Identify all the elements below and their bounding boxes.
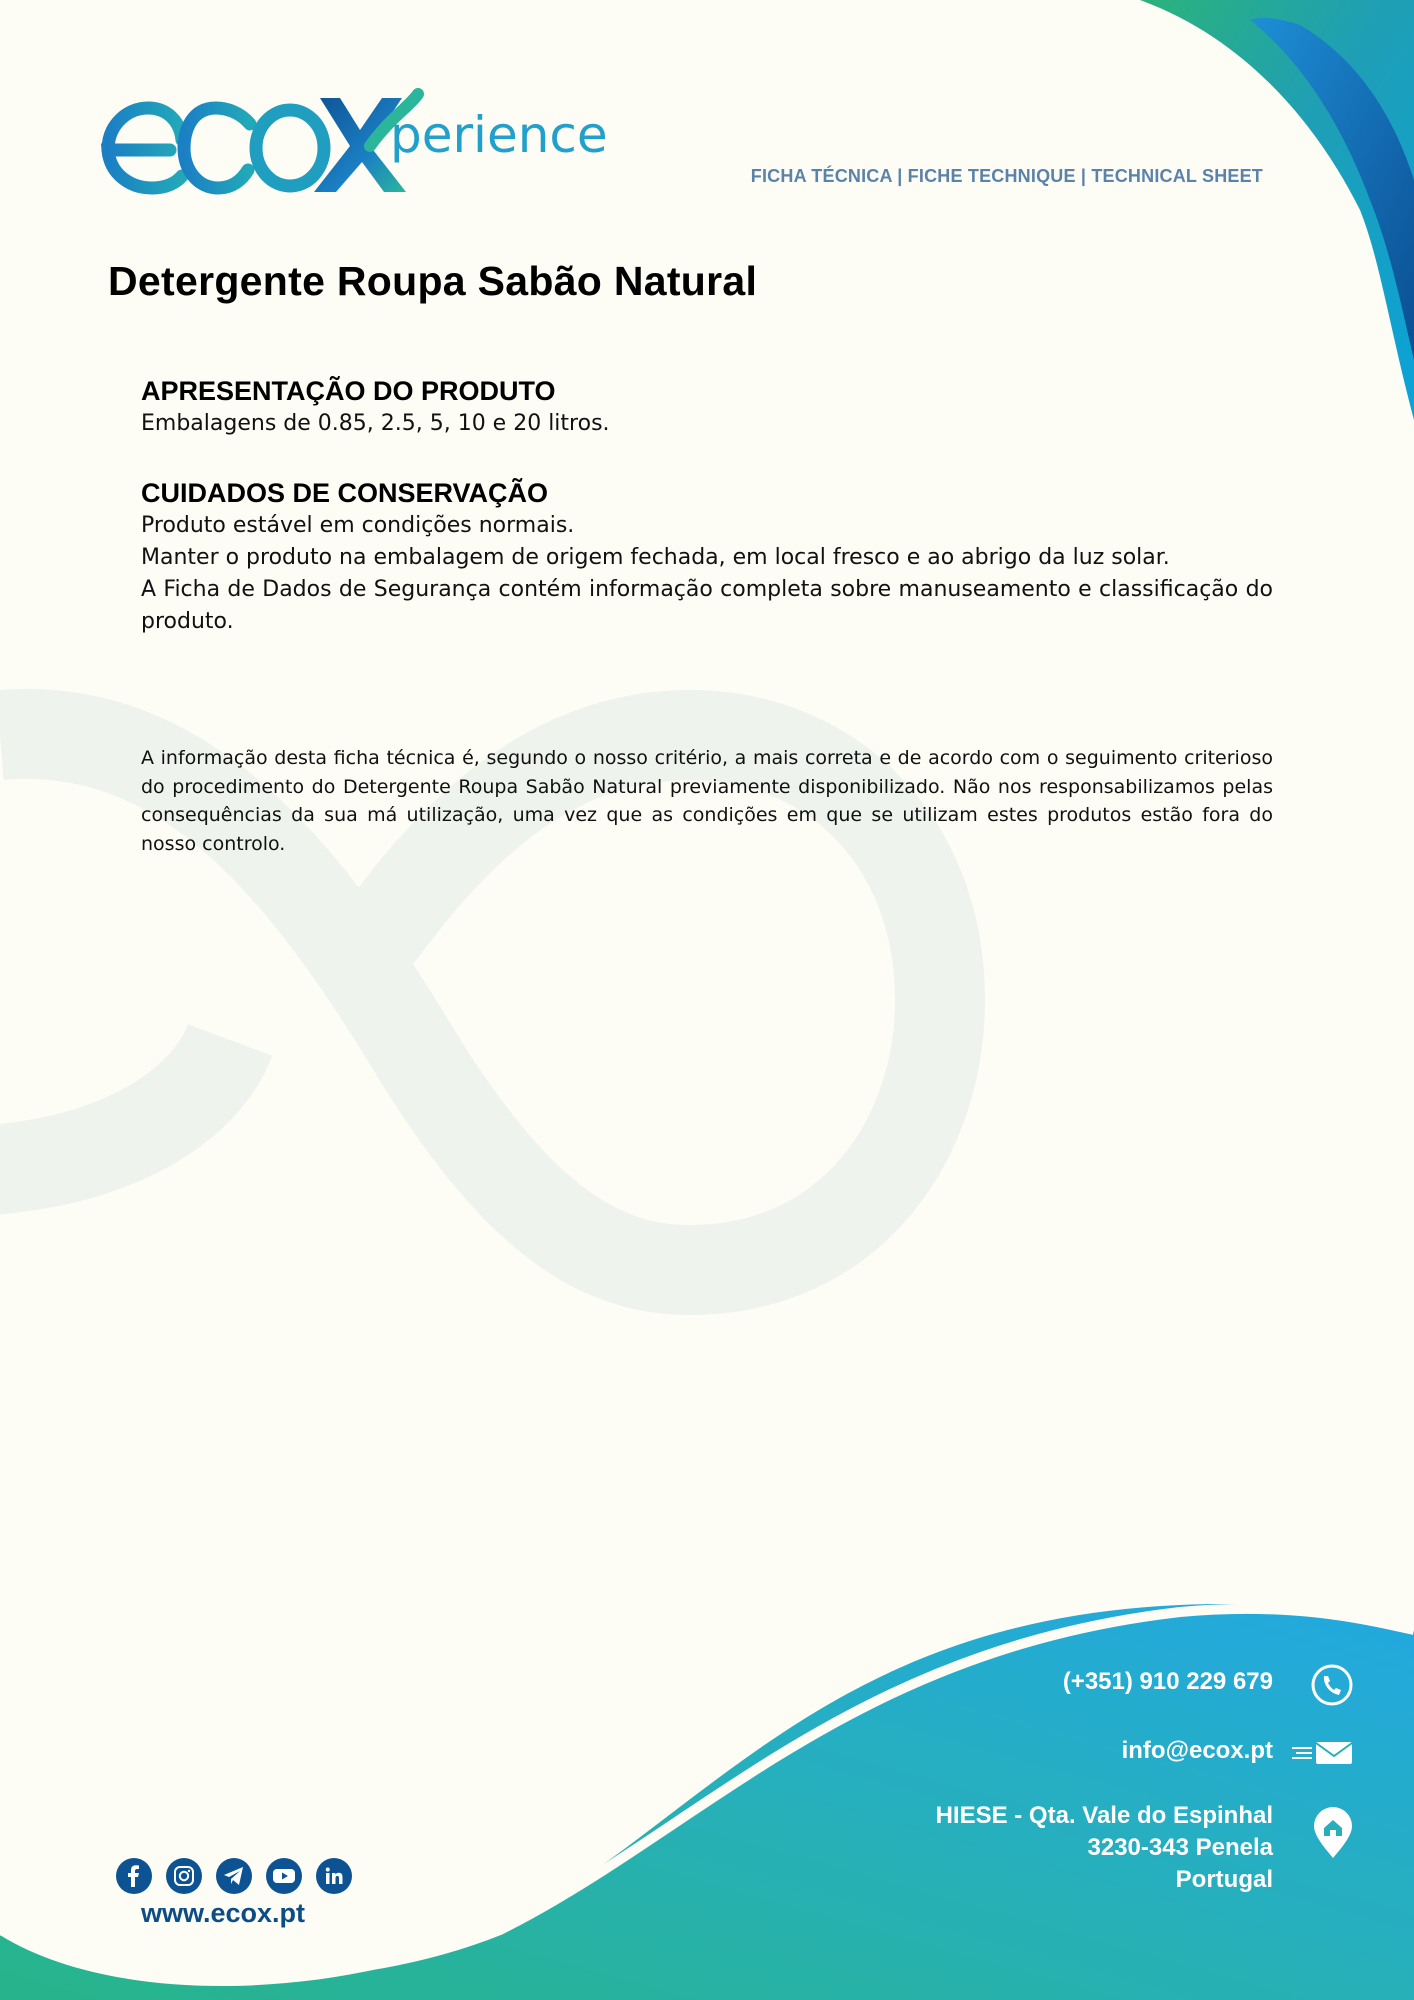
telegram-icon[interactable] bbox=[216, 1858, 252, 1894]
section-text: Manter o produto na embalagem de origem fechada, em local fresco e ao abrigo da luz solar. bbox=[141, 545, 1170, 570]
youtube-icon[interactable] bbox=[266, 1858, 302, 1894]
contact-email[interactable]: info@ecox.pt bbox=[1121, 1737, 1273, 1764]
disclaimer-text: A informação desta ficha técnica é, segundo o nosso critério, a mais correta e de acordo com o seguimento criterioso do procedimento do Detergente Roupa Sabão Natural previamente disponibilizado. Não nos responsabilizamos pelas consequências da sua má utilização, uma vez que as condições em que se utilizam estes produtos estão fora do nosso controlo. bbox=[141, 747, 1273, 855]
section-text: A Ficha de Dados de Segurança contém informação completa sobre manuseamento e classificação do produto. bbox=[141, 577, 1273, 634]
address-line: HIESE - Qta. Vale do Espinhal bbox=[935, 1802, 1273, 1829]
contact-phone[interactable]: (+351) 910 229 679 bbox=[1062, 1668, 1273, 1695]
website-link[interactable]: www.ecox.pt bbox=[141, 1898, 306, 1928]
section-heading: CUIDADOS DE CONSERVAÇÃO bbox=[141, 478, 549, 508]
document-body bbox=[141, 374, 1273, 674]
email-icon bbox=[1290, 1738, 1356, 1768]
address-line: 3230-343 Penela bbox=[1087, 1834, 1273, 1861]
section-conservation-care bbox=[141, 476, 1273, 638]
section-product-presentation bbox=[141, 374, 1273, 440]
product-title: Detergente Roupa Sabão Natural bbox=[108, 258, 758, 304]
logo-wordmark: perience bbox=[390, 106, 608, 164]
social-links bbox=[116, 1858, 352, 1894]
address-line: Portugal bbox=[1175, 1866, 1273, 1893]
facebook-icon[interactable] bbox=[116, 1858, 152, 1894]
linkedin-icon[interactable] bbox=[316, 1858, 352, 1894]
contact-address bbox=[936, 1800, 1273, 1896]
location-icon bbox=[1311, 1806, 1355, 1860]
section-heading: APRESENTAÇÃO DO PRODUTO bbox=[141, 376, 556, 406]
section-text: Produto estável em condições normais. bbox=[141, 513, 575, 538]
instagram-icon[interactable] bbox=[166, 1858, 202, 1894]
phone-icon bbox=[1309, 1662, 1355, 1708]
ecoxperience-logo bbox=[100, 88, 620, 198]
technical-sheet-label: FICHA TÉCNICA | FICHE TECHNIQUE | TECHNICAL SHEET bbox=[750, 166, 1263, 186]
section-text: Embalagens de 0.85, 2.5, 5, 10 e 20 litros. bbox=[141, 411, 610, 436]
